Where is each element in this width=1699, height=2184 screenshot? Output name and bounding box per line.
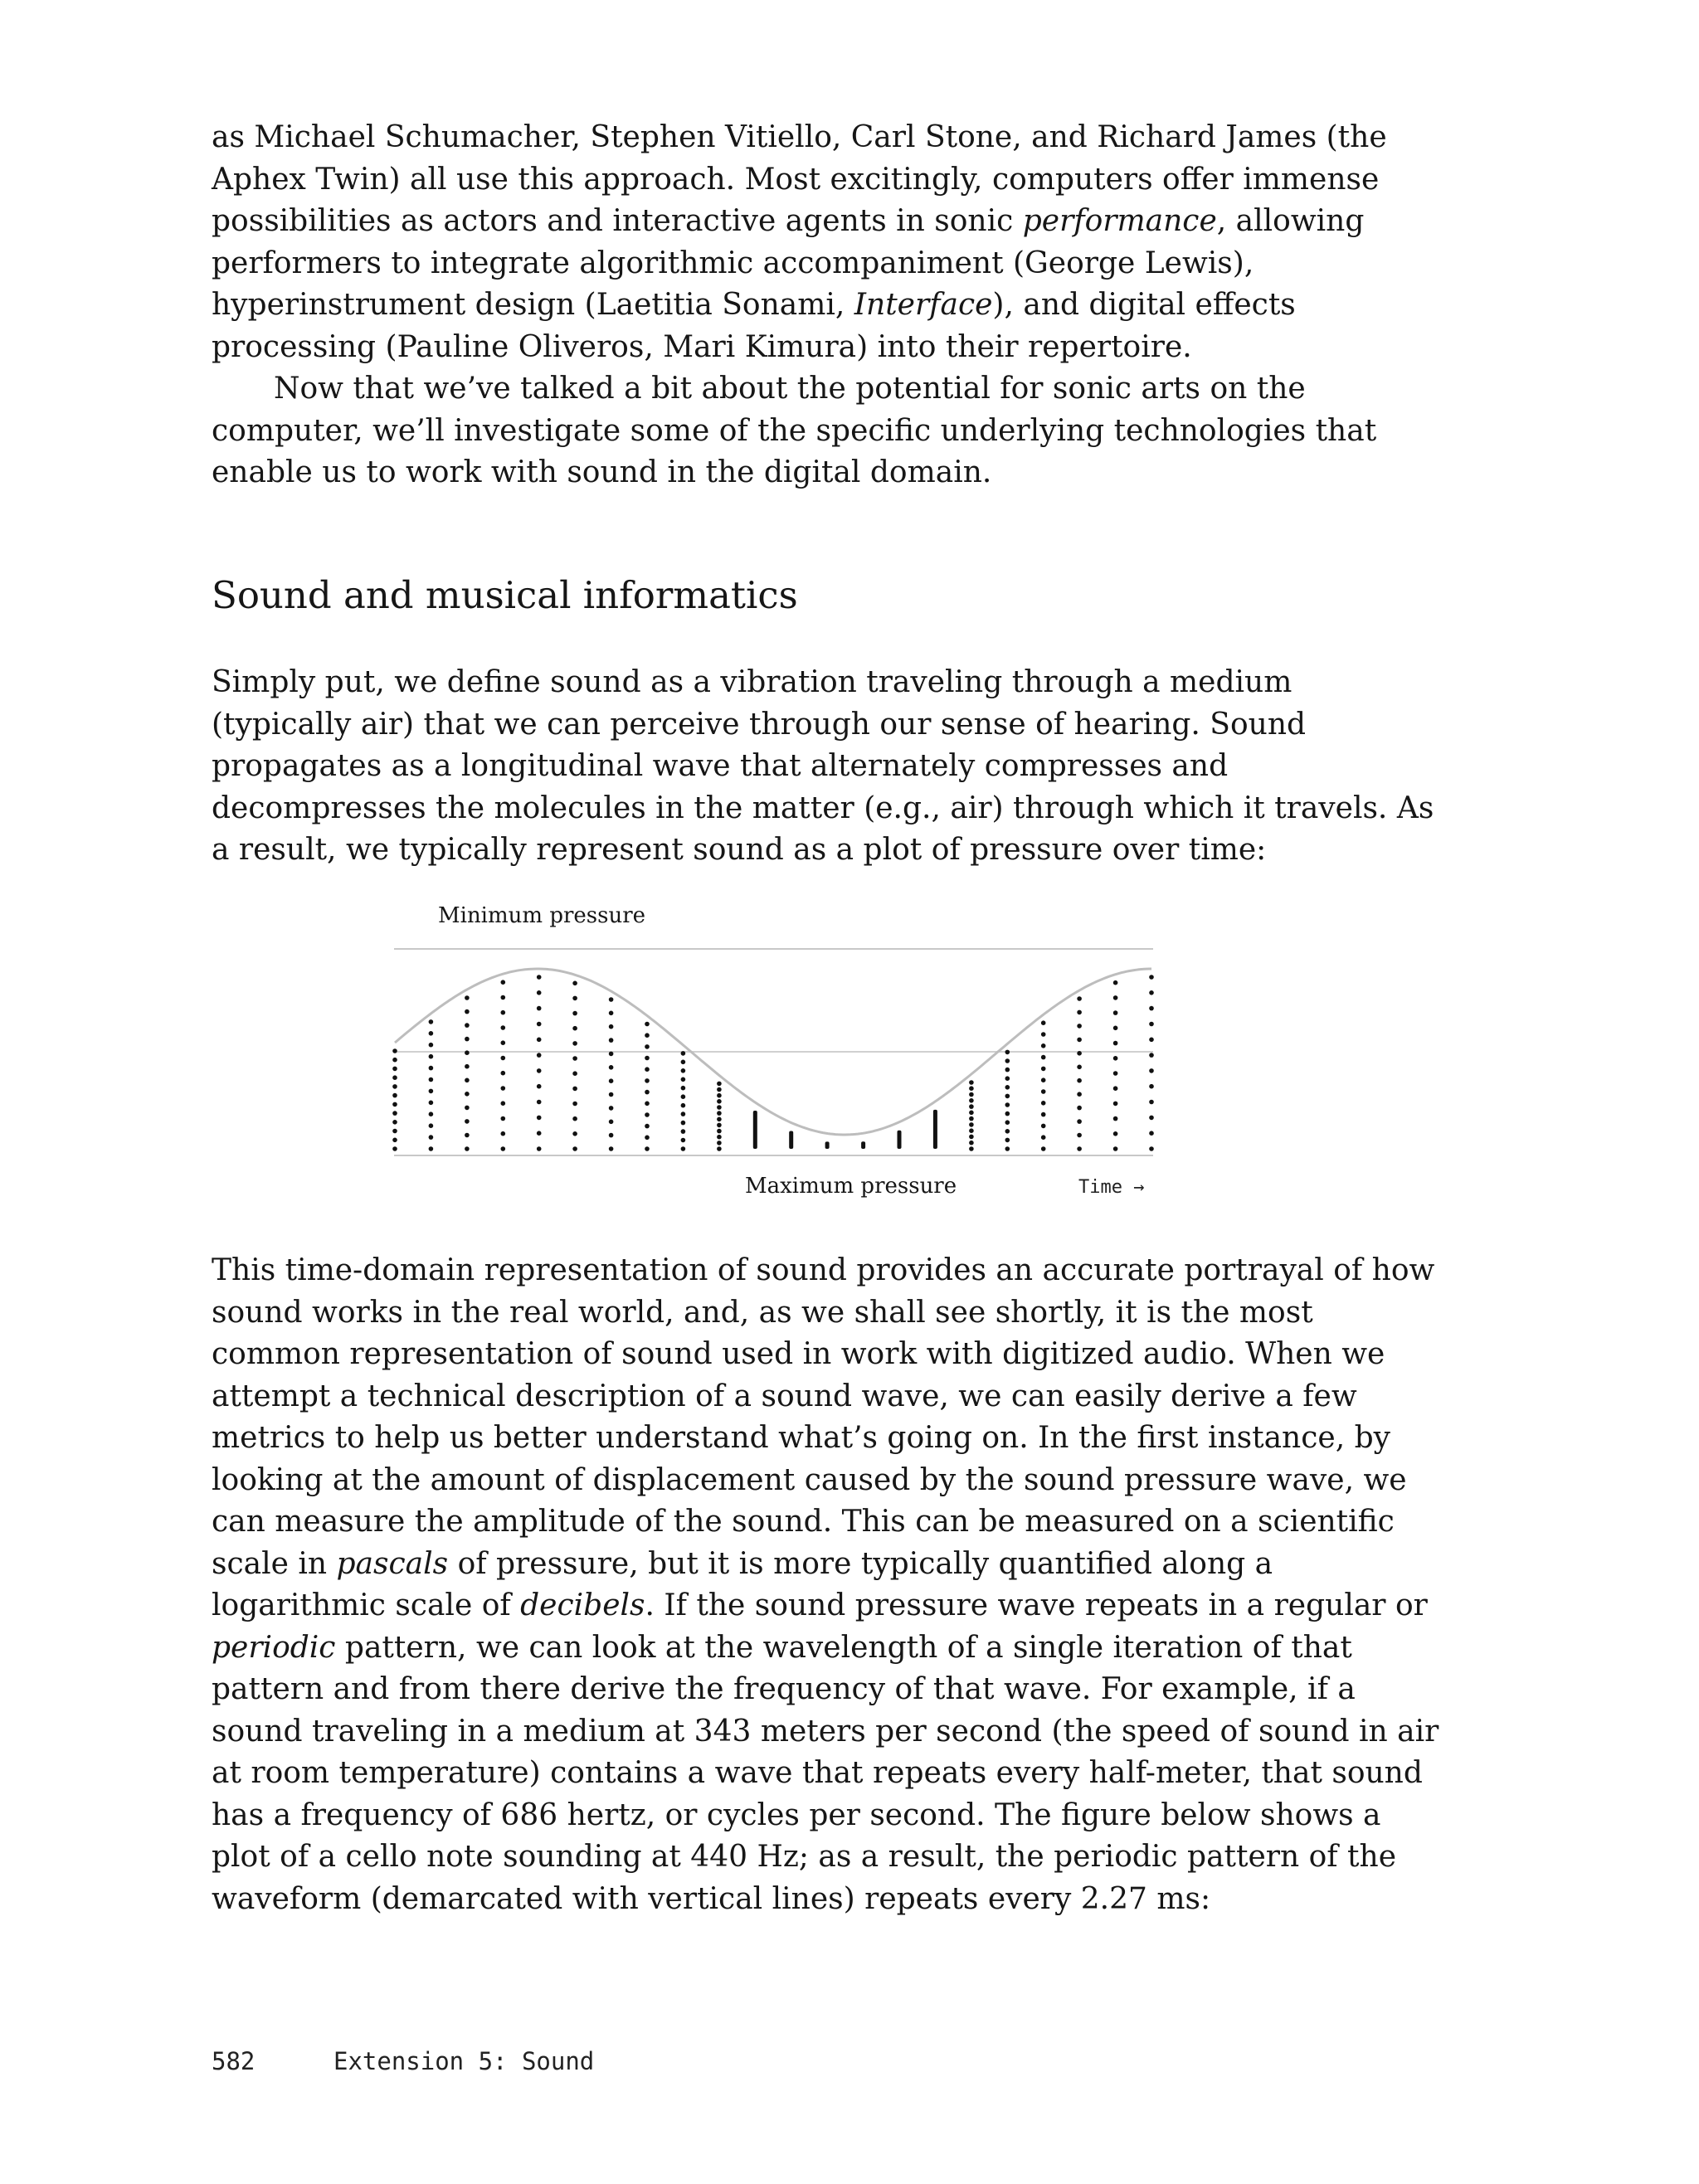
intro-text-block xyxy=(212,117,1439,494)
text-run: of pressure, but it is more typically quantified along a logarithmic scale of xyxy=(212,1546,1273,1622)
text-run: , allowing performers to integrate algorithmic accompaniment (George Lewis), hyperinstrument design (Laetitia Sonami, xyxy=(212,204,1365,322)
text-run: pattern, we can look at the wavelength of a single iteration of that pattern and from there derive the frequency of that wave. For example, if a sound traveling in a medium at 343 meters per second (the speed of sound in air at room temperature) contains a wave that repeats every half-meter, that sound has a frequency of 686 hertz, or cycles per second. The figure below shows a plot of a cello note sounding at 440 Hz; as a result, the periodic pattern of the waveform (demarcated with vertical lines) repeats every 2.27 ms: xyxy=(212,1630,1439,1916)
dot-column xyxy=(898,1131,902,1149)
explanation-text-block xyxy=(212,1250,1439,1920)
dot-column xyxy=(717,1082,722,1151)
emphasized-term: Interface xyxy=(854,288,993,322)
dot-column xyxy=(501,980,506,1150)
dot-column xyxy=(1149,975,1154,1151)
page-footer xyxy=(212,2047,594,2075)
maximum-pressure-label: Maximum pressure xyxy=(745,1174,957,1199)
text-run: ), and digital effects processing (Pauline Oliveros, Mari Kimura) into their repertoire. xyxy=(212,288,1296,364)
dot-column xyxy=(609,997,614,1151)
emphasized-term: performance xyxy=(1022,204,1217,238)
definition-text-block xyxy=(212,662,1439,872)
dot-column xyxy=(537,975,542,1151)
minimum-pressure-label: Minimum pressure xyxy=(438,903,646,928)
text-run: Now that we’ve talked a bit about the potential for sonic arts on the computer, we’ll investigate some of the specific underlying technologies that enable us to work with sound in the digital domain. xyxy=(212,372,1377,489)
dot-column xyxy=(572,981,577,1151)
dot-column xyxy=(1005,1050,1010,1151)
molecule-dot-columns xyxy=(392,975,1154,1151)
emphasized-term: pascals xyxy=(336,1546,449,1581)
dot-column xyxy=(681,1051,686,1151)
dot-column xyxy=(789,1131,793,1150)
section-heading: Sound and musical informatics xyxy=(212,573,798,617)
dot-column xyxy=(1077,996,1082,1151)
paragraph-p4 xyxy=(212,1250,1439,1920)
running-title: Extension 5: Sound xyxy=(333,2047,595,2075)
text-run: as Michael Schumacher, Stephen Vitiello, Carl Stone, and Richard James (the Aphex Twin) all use this approach. Most excitingly, computers offer immense possibilities as actors and interactive agents in sonic xyxy=(212,120,1387,238)
text-run: . If the sound pressure wave repeats in a regular or xyxy=(645,1588,1428,1622)
pressure-wave-curve xyxy=(395,969,1151,1135)
dot-column xyxy=(429,1019,434,1151)
dot-column xyxy=(1041,1020,1046,1150)
time-axis-label: Time → xyxy=(1078,1177,1145,1198)
dot-column xyxy=(825,1141,830,1149)
dot-column xyxy=(465,995,470,1151)
emphasized-term: periodic xyxy=(212,1630,336,1665)
text-run: This time-domain representation of sound provides an accurate portrayal of how sound works in the real world, and, as we shall see shortly, it is the most common representation of sound used in work with digitized audio. When we attempt a technical description of a sound wave, we can easily derive a few metrics to help us better understand what’s going on. In the first instance, by looking at the amount of displacement caused by the sound pressure wave, we can measure the amplitude of the sound. This can be measured on a scientific scale in xyxy=(212,1253,1435,1581)
dot-column xyxy=(969,1080,974,1151)
emphasized-term: decibels xyxy=(520,1588,645,1622)
dot-column xyxy=(1113,980,1118,1151)
dot-column xyxy=(645,1022,650,1151)
page-number: 582 xyxy=(212,2047,256,2075)
paragraph-p3 xyxy=(212,662,1439,872)
text-run: Simply put, we define sound as a vibration traveling through a medium (typically air) that we can perceive through our sense of hearing. Sound propagates as a longitudinal wave that alternately compresses and decompresses the molecules in the matter (e.g., air) through which it travels. As a result, we typically represent sound as a plot of pressure over time: xyxy=(212,665,1434,867)
dot-column xyxy=(392,1048,397,1151)
paragraph-p1 xyxy=(212,117,1439,368)
dot-column xyxy=(753,1111,757,1149)
dot-column xyxy=(933,1110,937,1149)
paragraph-p2 xyxy=(212,368,1439,494)
dot-column xyxy=(861,1141,865,1149)
